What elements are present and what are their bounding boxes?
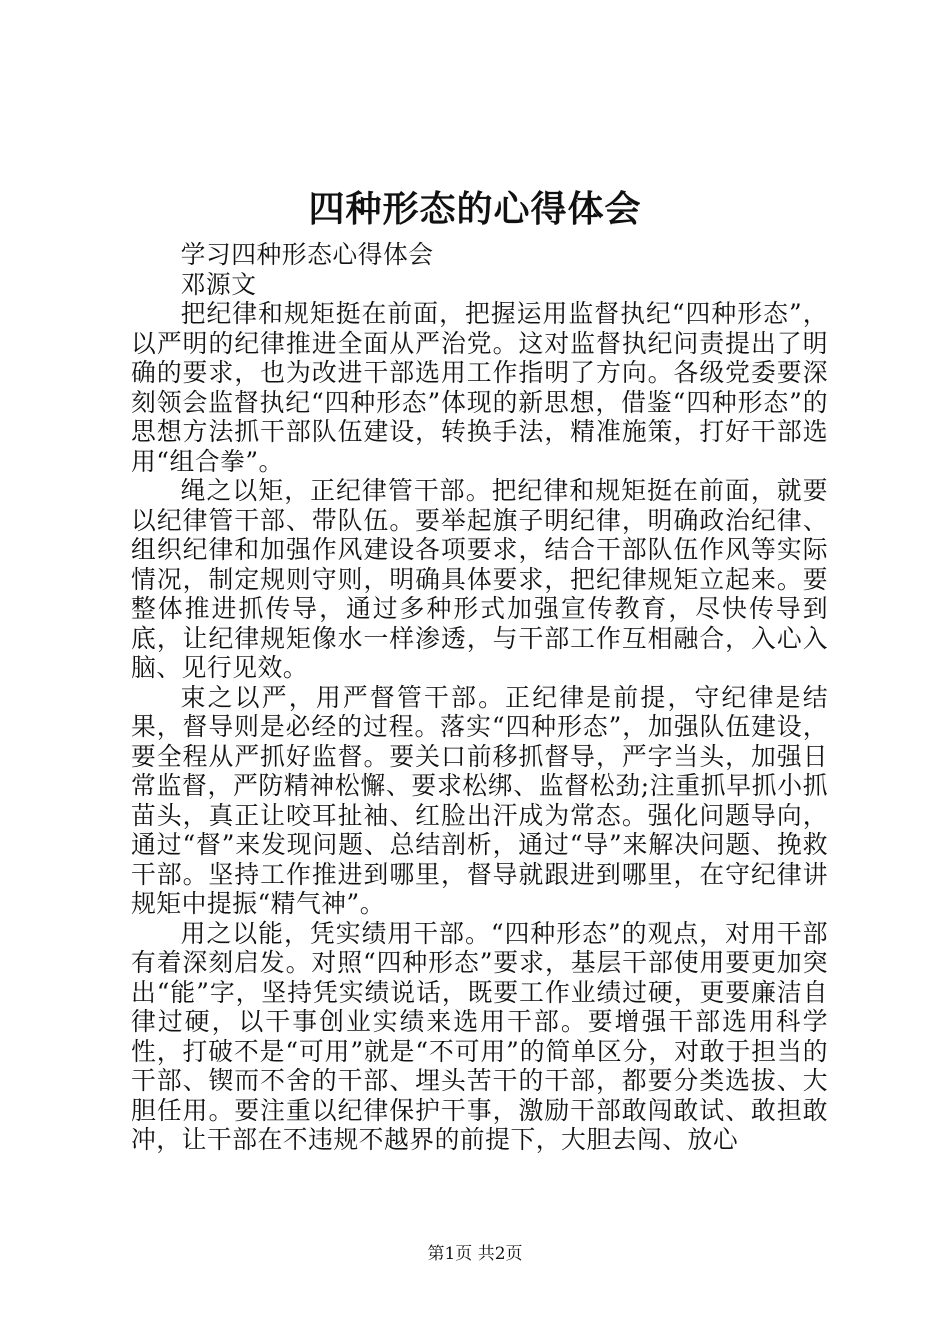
body-paragraph: 绳之以矩，正纪律管干部。把纪律和规矩挺在前面，就要以纪律管干部、带队伍。要举起旗子明纪律，明确政治纪律、组织纪律和加强作风建设各项要求，结合干部队伍作风等实际情况，制定规则守则，明确具体要求，把纪律规矩立起来。要整体推进抓传导，通过多种形式加强宣传教育，尽快传导到底，让纪律规矩像水一样渗透，与干部工作互相融合，入心入脑、见行见效。 [131, 476, 828, 682]
subtitle-paragraph: 学习四种形态心得体会 [180, 240, 434, 269]
body-paragraph: 把纪律和规矩挺在前面，把握运用监督执纪“四种形态”，以严明的纪律推进全面从严治党。这对监督执纪问责提出了明确的要求，也为改进干部选用工作指明了方向。各级党委要深刻领会监督执纪“四种形态”体现的新思想，借鉴“四种形态”的思想方法抓干部队伍建设，转换手法，精准施策，打好干部选用“组合拳”。 [131, 299, 828, 476]
document-body [131, 240, 828, 1155]
body-paragraph: 束之以严，用严督管干部。正纪律是前提，守纪律是结果，督导则是必经的过程。落实“四种形态”，加强队伍建设，要全程从严抓好监督。要关口前移抓督导，严字当头，加强日常监督，严防精神松懈、要求松绑、监督松劲;注重抓早抓小抓苗头，真正让咬耳扯袖、红脸出汗成为常态。强化问题导向，通过“督”来发现问题、总结剖析，通过“导”来解决问题、挽救干部。坚持工作推进到哪里，督导就跟进到哪里，在守纪律讲规矩中提振“精气神”。 [131, 682, 828, 918]
page-title: 四种形态的心得体会 [308, 188, 642, 230]
body-paragraph: 用之以能，凭实绩用干部。“四种形态”的观点，对用干部有着深刻启发。对照“四种形态”要求，基层干部使用要更加突出“能”字，坚持凭实绩说话，既要工作业绩过硬，更要廉洁自律过硬，以干事创业实绩来选用干部。要增强干部选用科学性，打破不是“可用”就是“不可用”的简单区分，对敢于担当的干部、锲而不舍的干部、埋头苦干的干部，都要分类选拔、大胆任用。要注重以纪律保护干事，激励干部敢闯敢试、敢担敢冲，让干部在不违规不越界的前提下，大胆去闯、放心 [131, 918, 828, 1154]
page-footer: 第1页 共2页 [427, 1244, 523, 1264]
author-paragraph: 邓源文 [180, 269, 257, 299]
